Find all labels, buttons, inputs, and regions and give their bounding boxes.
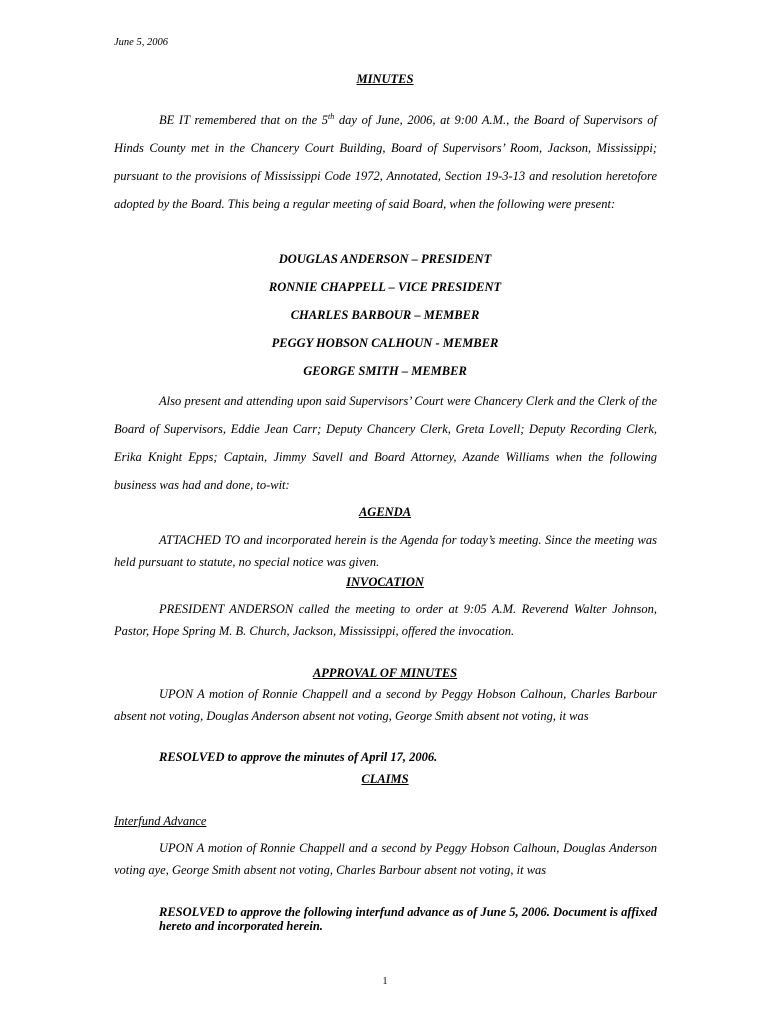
agenda-paragraph: ATTACHED TO and incorporated herein is the Agenda for today’s meeting. Since the meeting was held pursuant to statute, no special notice was given. <box>114 533 657 569</box>
intro-paragraph <box>114 106 657 218</box>
minutes-title: MINUTES <box>356 72 414 86</box>
intro-text-start: BE IT remembered that on the 5 <box>159 113 329 127</box>
also-present-paragraph: Also present and attending upon said Supervisors’ Court were Chancery Clerk and the Clerk of the Board of Supervisors, Eddie Jean Carr; Deputy Chancery Clerk, Greta Lovell; Deputy Recording Clerk, Erika Knight Epps; Captain, Jimmy Savell and Board Attorney, Azande Williams when the following business was had and done, to-wit: <box>114 394 657 492</box>
invocation-paragraph: PRESIDENT ANDERSON called the meeting to order at 9:05 A.M. Reverend Walter Johnson, Pastor, Hope Spring M. B. Church, Jackson, Mississippi, offered the invocation. <box>114 602 657 638</box>
approval-resolved: RESOLVED to approve the minutes of April 17, 2006. <box>159 750 438 764</box>
agenda-heading: AGENDA <box>358 505 412 519</box>
member-president: DOUGLAS ANDERSON – PRESIDENT <box>278 252 492 266</box>
member-barbour: CHARLES BARBOUR – MEMBER <box>290 308 480 322</box>
member-calhoun: PEGGY HOBSON CALHOUN - MEMBER <box>271 336 499 350</box>
claims-resolved: RESOLVED to approve the following interfund advance as of June 5, 2006. Document is affixed hereto and incorporated herein. <box>159 905 657 933</box>
intro-text-rest: day of June, 2006, at 9:00 A.M., the Board of Supervisors of Hinds County met in the Chancery Court Building, Board of Supervisors’ Room, Jackson, Mississippi; pursuant to the provisions of Mississippi Code 1972, Annotated, Section 19-3-13 and resolution heretofore adopted by the Board. This being a regular meeting of said Board, when the following were present: <box>114 113 657 211</box>
claims-paragraph: UPON A motion of Ronnie Chappell and a second by Peggy Hobson Calhoun, Douglas Anderson voting aye, George Smith absent not voting, Charles Barbour absent not voting, it was <box>114 841 657 877</box>
page-number: 1 <box>382 976 388 987</box>
header-date: June 5, 2006 <box>114 37 168 48</box>
interfund-advance-subheading: Interfund Advance <box>114 814 207 828</box>
approval-heading: APPROVAL OF MINUTES <box>312 666 458 680</box>
invocation-heading: INVOCATION <box>346 575 424 589</box>
member-vice-president: RONNIE CHAPPELL – VICE PRESIDENT <box>268 280 502 294</box>
intro-superscript: th <box>328 111 335 121</box>
approval-paragraph: UPON A motion of Ronnie Chappell and a second by Peggy Hobson Calhoun, Charles Barbour absent not voting, Douglas Anderson absent not voting, George Smith absent not voting, it was <box>114 687 657 723</box>
member-smith: GEORGE SMITH – MEMBER <box>303 364 467 378</box>
claims-heading: CLAIMS <box>361 772 409 786</box>
